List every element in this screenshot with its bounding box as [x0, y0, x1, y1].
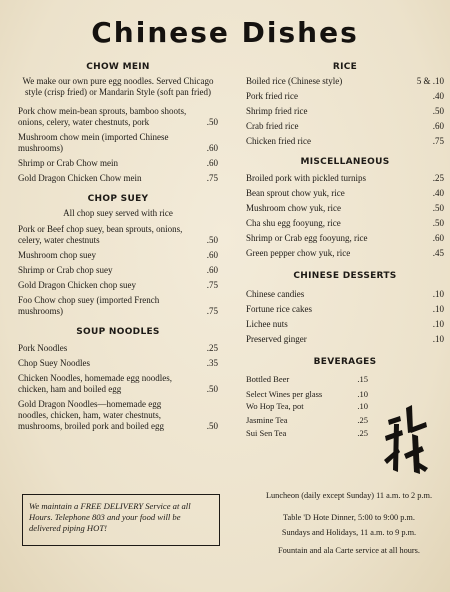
item-name: Crab fried rice: [246, 121, 299, 131]
item-name: Pork or Beef chop suey, bean sprouts, onions, celery, water chestnuts: [18, 224, 183, 245]
hours-fountain: Fountain and ala Carte service at all hours.: [278, 546, 420, 555]
section-heading-chow-mein: CHOW MEIN: [86, 62, 150, 72]
item-name: Select Wines per glass: [246, 388, 323, 399]
chow-mein-note: We make our own pure egg noodles. Served Chicago style (crisp fried) or Mandarin Style (soft pan fried): [22, 76, 214, 97]
item-price: .75: [206, 280, 218, 290]
item-price: .60: [432, 233, 444, 243]
section-heading-miscellaneous: MISCELLANEOUS: [300, 157, 390, 167]
item-name: Chop Suey Noodles: [18, 358, 90, 368]
item-price: .60: [432, 121, 444, 131]
item-price: .50: [206, 117, 218, 127]
item-name: Chinese candies: [246, 289, 305, 299]
menu-item: [18, 106, 218, 128]
item-price: .15: [357, 374, 368, 384]
menu-item: [18, 358, 218, 369]
item-price: .10: [432, 289, 444, 299]
menu-item: [246, 91, 444, 102]
item-name: Chicken Noodles, homemade egg noodles, chicken, ham and boiled egg: [18, 373, 172, 394]
section-heading-soup-noodles: SOUP NOODLES: [76, 327, 160, 337]
menu-item: [246, 136, 444, 147]
hours-dinner: Table 'D Hote Dinner, 5:00 to 9:00 p.m.: [283, 513, 415, 522]
item-name: Fortune rice cakes: [246, 304, 312, 314]
item-price: .10: [357, 401, 368, 411]
item-name: Gold Dragon Noodles—homemade egg noodles, chicken, ham, water chestnuts, mushrooms, broiled pork and boiled egg: [18, 399, 164, 431]
menu-item: [246, 319, 444, 330]
menu-item: [246, 173, 444, 184]
item-name: Bean sprout chow yuk, rice: [246, 188, 345, 198]
item-name: Shrimp or Crab egg fooyung, rice: [246, 233, 368, 243]
menu-item: [246, 401, 368, 412]
item-price: .50: [432, 218, 444, 228]
menu-title: Chinese Dishes: [91, 16, 359, 49]
menu-item: [18, 343, 218, 354]
menu-item: [246, 188, 444, 199]
item-price: .60: [206, 265, 218, 275]
menu-item: [18, 295, 218, 317]
menu-item: [246, 233, 444, 244]
item-name: Wo Hop Tea, pot: [246, 401, 304, 411]
item-name: Gold Dragon Chicken chop suey: [18, 280, 136, 290]
item-name: Pork fried rice: [246, 91, 298, 101]
item-price: .10: [432, 319, 444, 329]
menu-item: [246, 304, 444, 315]
item-price: .60: [206, 143, 218, 153]
item-name: Cha shu egg fooyung, rice: [246, 218, 341, 228]
item-price: .25: [432, 173, 444, 183]
item-price: .10: [432, 304, 444, 314]
item-price: 5 & .10: [416, 76, 444, 86]
item-price: .75: [432, 136, 444, 146]
hours-luncheon: Luncheon (daily except Sunday) 11 a.m. to 2 p.m.: [265, 491, 433, 500]
item-name: Shrimp or Crab chop suey: [18, 265, 113, 275]
item-name: Gold Dragon Chicken Chow mein: [18, 173, 142, 183]
menu-item: [246, 389, 368, 400]
item-price: .75: [206, 306, 218, 316]
item-price: .45: [432, 248, 444, 258]
menu-item: [246, 289, 444, 300]
right-column: [246, 62, 444, 439]
section-heading-desserts: CHINESE DESSERTS: [293, 271, 397, 281]
item-name: Lichee nuts: [246, 319, 288, 329]
menu-item: [18, 224, 218, 246]
menu-item: [246, 248, 444, 259]
delivery-notice: We maintain a FREE DELIVERY Service at all Hours. Telephone 803 and your food will be delivered piping HOT!: [22, 494, 220, 546]
item-name: Mushroom chow mein (imported Chinese mushrooms): [18, 132, 169, 153]
item-price: .50: [432, 106, 444, 116]
item-price: .50: [206, 235, 218, 245]
menu-item: [18, 173, 218, 184]
item-name: Pork chow mein-bean sprouts, bamboo shoots, onions, celery, water chestnuts, pork: [18, 106, 187, 127]
menu-item: [18, 265, 218, 276]
section-heading-rice: RICE: [332, 62, 358, 72]
menu-item: [246, 218, 444, 229]
item-price: .10: [357, 388, 368, 399]
menu-item: [18, 280, 218, 291]
menu-item: [18, 373, 218, 395]
item-price: .75: [206, 173, 218, 183]
item-price: .25: [357, 428, 368, 438]
item-name: Pork Noodles: [18, 343, 68, 353]
item-name: Jasmine Tea: [246, 414, 288, 425]
item-price: .60: [206, 250, 218, 260]
menu-item: [246, 415, 368, 426]
item-price: .50: [432, 203, 444, 213]
item-name: Broiled pork with pickled turnips: [246, 173, 366, 183]
item-name: Boiled rice (Chinese style): [246, 76, 343, 86]
item-name: Chicken fried rice: [246, 136, 311, 146]
menu-item: [18, 158, 218, 169]
menu-item: [18, 132, 218, 154]
item-name: Shrimp or Crab Chow mein: [18, 158, 118, 168]
menu-item: [246, 428, 368, 439]
menu-item: [246, 374, 368, 385]
item-name: Shrimp fried rice: [246, 106, 308, 116]
left-column: [18, 62, 218, 432]
menu-item: [18, 399, 218, 432]
item-name: Mushroom chop suey: [18, 250, 96, 260]
menu-item: [246, 334, 444, 345]
menu-item: [18, 250, 218, 261]
item-price: .50: [206, 384, 218, 394]
item-price: .50: [206, 421, 218, 431]
item-price: .25: [206, 343, 218, 353]
section-heading-chop-suey: CHOP SUEY: [87, 194, 149, 204]
item-price: .60: [206, 158, 218, 168]
item-price: .25: [357, 414, 368, 425]
item-name: Preserved ginger: [246, 334, 307, 344]
item-name: Foo Chow chop suey (imported French mushrooms): [18, 295, 160, 316]
chop-suey-note: All chop suey served with rice: [63, 208, 173, 218]
menu-item: [246, 106, 444, 117]
item-name: Mushroom chow yuk, rice: [246, 203, 341, 213]
item-price: .40: [432, 188, 444, 198]
item-name: Bottled Beer: [246, 374, 290, 384]
menu-item: [246, 203, 444, 214]
hours-sundays: Sundays and Holidays, 11 a.m. to 9 p.m.: [281, 528, 417, 537]
menu-item: [246, 76, 444, 87]
item-price: .35: [206, 358, 218, 368]
item-name: Green pepper chow yuk, rice: [246, 248, 351, 258]
section-heading-beverages: BEVERAGES: [313, 357, 377, 367]
chinese-character-glyph: [382, 402, 430, 478]
item-price: .10: [432, 334, 444, 344]
menu-item: [246, 121, 444, 132]
item-price: .40: [432, 91, 444, 101]
item-name: Sui Sen Tea: [246, 428, 287, 438]
